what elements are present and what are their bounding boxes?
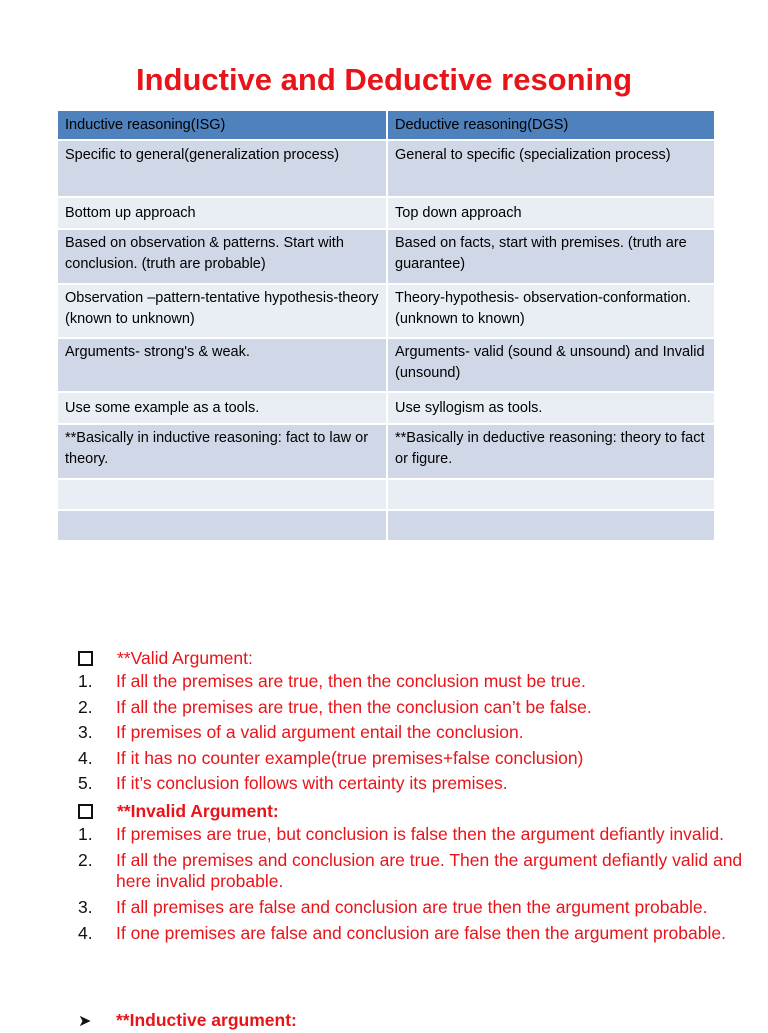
table-header-row (58, 111, 715, 140)
table-cell: Bottom up approach (58, 197, 387, 229)
valid-argument-heading (78, 646, 758, 671)
inductive-argument-heading (78, 1008, 758, 1033)
valid-argument-list (78, 671, 758, 799)
invalid-argument-heading (78, 799, 758, 824)
heading-text: **Valid Argument: (117, 648, 253, 668)
table-row (58, 424, 715, 479)
list-item: 4. If one premises are false and conclusion are false then the argument probable. (78, 923, 726, 943)
table-row (58, 197, 715, 229)
inductive-argument-section (78, 1008, 758, 1033)
list-item: 1. If all the premises are true, then the conclusion must be true. (78, 671, 586, 691)
list-item: 3. If premises of a valid argument entail the conclusion. (78, 722, 524, 742)
page-title: Inductive and Deductive resoning (135, 62, 633, 97)
table-cell (58, 510, 387, 541)
invalid-argument-section (78, 799, 758, 949)
table-row-empty (58, 479, 715, 510)
list-item: 5. If it’s conclusion follows with certainty its premises. (78, 773, 508, 793)
table-cell (387, 479, 715, 510)
heading-text: **Invalid Argument: (117, 801, 279, 821)
arrow-bullet-icon: ➤ (78, 1012, 92, 1030)
invalid-argument-list (78, 824, 758, 944)
table-row (58, 229, 715, 284)
table-row (58, 140, 715, 197)
list-item: 2. If all the premises are true, then the conclusion can’t be false. (78, 696, 592, 717)
table-cell (387, 510, 715, 541)
valid-argument-section (78, 646, 758, 799)
table-cell: Use syllogism as tools. (387, 392, 715, 424)
checkbox-bullet-icon (78, 651, 93, 666)
list-item: 3. If all premises are false and conclusion are true then the argument probable. (78, 897, 708, 917)
table-cell: Arguments- valid (sound & unsound) and Invalid (unsound) (387, 338, 715, 392)
table-row (58, 392, 715, 424)
heading-text: **Inductive argument: (116, 1010, 297, 1030)
list-item: 1. If premises are true, but conclusion is false then the argument defiantly invalid. (78, 824, 724, 844)
table-cell: Observation –pattern-tentative hypothesis-theory (known to unknown) (58, 284, 387, 338)
list-item: 4. If it has no counter example(true premises+false conclusion) (78, 747, 584, 768)
table-cell: Arguments- strong's & weak. (58, 338, 387, 392)
column-header-deductive: Deductive reasoning(DGS) (387, 111, 715, 140)
table-cell: Use some example as a tools. (58, 392, 387, 424)
list-item: 2. If all the premises and conclusion are true. Then the argument defiantly valid and here invalid probable. (78, 850, 743, 891)
table-cell: **Basically in inductive reasoning: fact to law or theory. (58, 424, 387, 479)
table-cell: General to specific (specialization process) (387, 140, 715, 197)
table-cell: Top down approach (387, 197, 715, 229)
column-header-inductive: Inductive reasoning(ISG) (58, 111, 387, 140)
table-row-empty (58, 510, 715, 541)
table-cell: **Basically in deductive reasoning: theory to fact or figure. (387, 424, 715, 479)
comparison-table (58, 111, 716, 542)
table-row (58, 338, 715, 392)
table-cell: Theory-hypothesis- observation-conformation. (unknown to known) (387, 284, 715, 338)
table-cell: Specific to general(generalization process) (58, 140, 387, 197)
table-cell: Based on observation & patterns. Start with conclusion. (truth are probable) (58, 229, 387, 284)
checkbox-bullet-icon (78, 804, 93, 819)
table-row (58, 284, 715, 338)
table-cell (58, 479, 387, 510)
table-cell: Based on facts, start with premises. (truth are guarantee) (387, 229, 715, 284)
